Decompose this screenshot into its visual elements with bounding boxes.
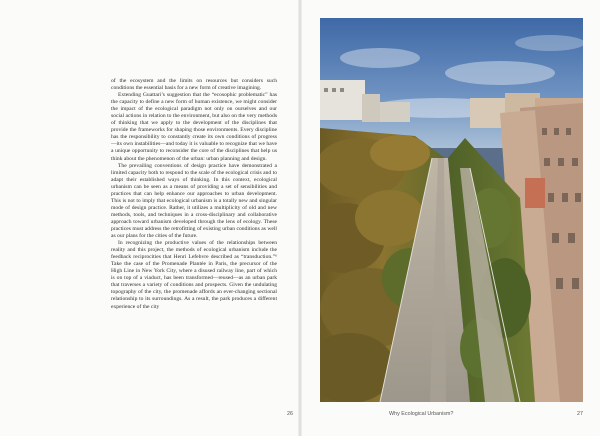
promenade-photo xyxy=(320,18,583,402)
right-page xyxy=(301,0,600,436)
paragraph: In recognizing the productive values of the relationships between reality and this project, the methods of ecological urbanism include the feedback reciprocities that Henri Lefebvre described as “transduction.”⁶ Take the case of the Promenade Plantée in Paris, the precursor of the High Line in New York City, where a disused railway line, part of which is on top of a viaduct, has been transformed—reused—as an urban park that traverses a variety of conditions and prospects. Given the undulating topography of the city, the promenade affords an ever-changing sectional relationship to its surroundings. As a result, the park produces a different experience of the city xyxy=(111,240,277,310)
page-number-right: 27 xyxy=(577,411,583,417)
page-number-left: 26 xyxy=(287,411,293,417)
left-page xyxy=(0,0,299,436)
running-head: Why Ecological Urbanism? xyxy=(389,411,454,417)
paragraph: of the ecosystem and the limits on resources but considers such conditions the essential basis for a new form of creative imagining. xyxy=(111,78,277,92)
body-text xyxy=(111,78,277,311)
paragraph: The prevailing conventions of design practice have demonstrated a limited capacity both to respond to the scale of the ecological crisis and to adapt their established ways of thinking. In this context, ecological urbanism can be seen as a means of providing a set of sensibilities and practices that can help enhance our approaches to urban development. This is not to imply that ecological urbanism is a totally new and singular mode of design practice. Rather, it utilizes a multiplicity of old and new methods, tools, and techniques in a cross-disciplinary and collaborative approach toward urbanism developed through the lens of ecology. These practices must address the retrofitting of existing urban conditions as well as our plans for the cities of the future. xyxy=(111,162,277,240)
paragraph: Extending Guattari’s suggestion that the “ecosophic problematic” has the capacity to define a new form of human existence, we might consider the impact of the ecological paradigm not only on ourselves and our social actions in relation to the environment, but also on the very methods of thinking that we apply to the development of the disciplines that provide the frameworks for shaping those environments. Every discipline has the responsibility to constantly create its own conditions of progress—its own instabilities—and today it is valuable to recognize that we have a unique opportunity to reconsider the core of the disciplines that help us think about the phenomenon of the urban: urban planning and design. xyxy=(111,92,277,162)
